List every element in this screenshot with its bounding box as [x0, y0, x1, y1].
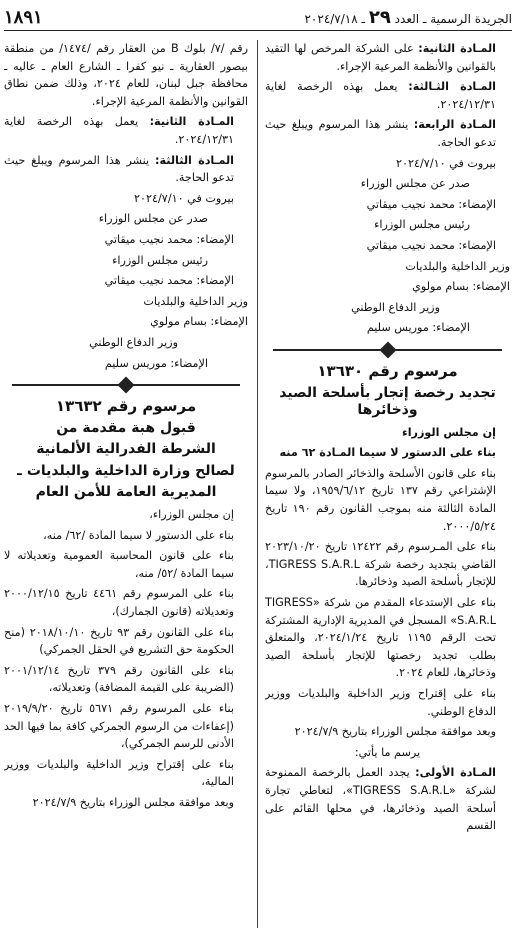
basis-paragraph: بناء على القانون رقم ٣٧٩ تاريخ ٢٠٠١/١٢/١٤ (الضريبة على القيمة المضافة) وتعديلاته،: [4, 663, 234, 695]
decree-title: مرسوم رقم ١٣٦٣٠: [317, 361, 458, 380]
signature-line: الإمضاء: بسام مولوي: [150, 315, 248, 329]
article-text: على الشركة المرخص لها التقيد بالقوانين والأنظمة المرعية الإجراء.: [265, 42, 496, 73]
page-header: [4, 4, 512, 31]
council-line: إن مجلس الوزراء: [401, 425, 496, 439]
article-text: ينشر هذا المرسوم ويبلغ حيث تدعو الحاجة.: [4, 153, 234, 185]
continued-paragraph: رقم /٧/ بلوك B من العقار رقم /١٤٧٤/ من منطقة بيصور العقارية ـ نيو كفرا ـ الشارع العام ـ عاليه ـ محافظة جبل لبنان، للعام ٢٠٢٤، وذلك ضمن نطاق القوانين والأنظمة المرعية الإجراء.: [4, 42, 248, 108]
basis-paragraph: بناء على الدستور لا سيما المادة /٦٢/ منه،: [43, 528, 234, 542]
article-text: ينشر هذا المرسوم ويبلغ حيث تدعو الحاجة.: [265, 118, 496, 149]
article-1: [265, 764, 510, 834]
place-date: بيروت في ٢٠٢٤/٧/١٠: [134, 191, 234, 205]
article-2: [265, 40, 510, 75]
article-label: المـادة الأولى:: [415, 766, 496, 780]
article-text: يعمل بهذه الرخصة لغاية ٢٠٢٤/١٢/٣١.: [4, 115, 234, 146]
separator-ornament: [12, 378, 240, 392]
article-3: [265, 78, 510, 113]
article-text: يعمل بهذه الرخصة لغاية ٢٠٢٤/١٢/٣١.: [265, 80, 496, 111]
basis-paragraph: وبعد موافقة مجلس الوزراء بتاريخ ٢٠٢٤/٧/٩: [32, 795, 234, 809]
basis-paragraph: بناء على القانون رقم ٩٣ تاريخ ٢٠١٨/١٠/١٠ (منح الحكومة حق التشريع في الحقل الجمركي): [4, 625, 235, 657]
signature-line: وزير الداخلية والبلديات: [405, 259, 510, 273]
signature-line: وزير الدفاع الوطني: [351, 300, 440, 314]
decree-title: مرسوم رقم ١٣٦٣٢: [55, 397, 197, 416]
signature-line: صدر عن مجلس الوزراء: [98, 212, 208, 226]
basis-paragraph: بناء على الإستدعاء المقدم من شركة «TIGRESS S.A.R.L» المسجل في المديرية الإدارية المشتركة تحت الرقم ١١٩٥ تاريخ ٢٠٢٤/١/٢٤، والمتعلق بطلب تجديد رخصتها للإتجار بأسلحة الصيد وذخائرها، للعام ٢٠٢٤.: [265, 596, 496, 680]
article-label: المـادة الثانية:: [418, 42, 496, 55]
gazette-name: الجريدة الرسمية ـ العدد: [394, 11, 512, 26]
issue-date: ـ ٢٠٢٤/٧/١٨: [304, 11, 366, 26]
signature-line: الإمضاء: محمد نجيب ميقاتي: [104, 274, 234, 288]
decree-subject: الشرطة الفدرالية الألمانية: [36, 441, 216, 458]
signature-line: وزير الدفاع الوطني: [89, 335, 178, 349]
article-label: المـادة الثانية:: [149, 115, 235, 129]
place-date: بيروت في ٢٠٢٤/٧/١٠: [396, 156, 496, 170]
decree-subject: المديرية العامة للأمن العام: [35, 484, 217, 501]
signature-line: رئيس مجلس الوزراء: [374, 218, 470, 232]
article-label: المـادة الثـالثة:: [408, 80, 496, 94]
basis-paragraph: بناء على إقتراح وزير الداخلية والبلديات ووزير المالية،: [4, 757, 234, 789]
basis-paragraph: بناء على قانون المحاسبة العمومية وتعديلاته لا سيما المادة /٥٢/ منه،: [4, 549, 234, 580]
basis-paragraph: بناء على إقتراح وزير الداخلية والبلديات ووزير الدفاع الوطني.: [265, 687, 496, 718]
decree-subject: قبول هبة مقدمة من: [56, 419, 196, 436]
signature-line: الإمضاء: محمد نجيب ميقاتي: [104, 232, 234, 246]
signature-line: الإمضاء: موريس سليم: [366, 321, 470, 335]
signature-line: رئيس مجلس الوزراء: [112, 253, 208, 267]
basis-paragraph: بناء على المرسوم رقم ٥٦٧١ تاريخ ٢٠١٩/٩/٢٠ (إعفاءات من الرسوم الجمركي كافة بما فيها الحد الأدنى للرسم الجمركي)،: [4, 702, 235, 751]
separator-ornament: [273, 343, 502, 357]
basis-paragraph: بناء على قانون الأسلحة والذخائر الصادر بالمرسوم الإشتراعي رقم ١٣٧ تاريخ ١٩٥٩/٦/١٢، ولا سيما المادة الثالثة منه بموجب القانون رقم ١٩٠ تاريخ ٢٠٠٠/٥/٢٤.: [265, 466, 497, 533]
basis-paragraph: بناء على المرسوم رقم ٤٤٦١ تاريخ ٢٠٠٠/١٢/١٥ وتعديلاته (قانون الجمارك)،: [4, 587, 234, 619]
signature-line: وزير الداخلية والبلديات: [143, 294, 248, 308]
signature-line: الإمضاء: موريس سليم: [104, 356, 208, 370]
article-3: [4, 152, 248, 187]
council-line: إن مجلس الوزراء،: [149, 508, 234, 522]
page-number: ١٨٩١: [4, 6, 43, 28]
left-column: [4, 40, 248, 930]
basis-paragraph: بناء على الدستور لا سيما المـادة ٦٢ منه: [279, 446, 496, 460]
signature-line: الإمضاء: محمد نجيب ميقاتي: [366, 197, 496, 211]
signature-line: الإمضاء: محمد نجيب ميقاتي: [366, 238, 496, 252]
article-label: المـادة الثالثة:: [155, 153, 234, 167]
column-divider: [257, 40, 258, 928]
article-label: المـادة الرابعة:: [413, 118, 496, 132]
gazette-title: [304, 7, 512, 28]
decree-subject: تجديد رخصة إتجار بأسلحة الصيد وذخائرها: [279, 384, 496, 419]
decrees-line: يرسم ما يأتي:: [354, 745, 421, 759]
article-text: يجدد العمل بالرخصة الممنوحة لشركة «TIGRESS S.A.R.L»، لتعاطي تجارة أسلحة الصيد وذخائرها، في محلها القائم على القسم: [265, 766, 496, 833]
article-2: [4, 113, 248, 148]
basis-paragraph: بناء على المـرسوم رقم ١٢٤٢٢ تاريخ ٢٠٢٣/١٠/٢٠ القاضي بتجديد رخصة شركة TIGRESS S.A.R.L، للإتجار بأسلحة الصيد وذخائرها.: [265, 540, 496, 589]
right-column: [265, 40, 510, 930]
issue-number: ٢٩: [368, 6, 391, 28]
decree-subject: لصالح وزارة الداخلية والبلديات ـ: [17, 462, 235, 479]
signature-line: الإمضاء: بسام مولوي: [412, 280, 510, 294]
article-4: [265, 116, 510, 151]
basis-paragraph: وبعد موافقة مجلس الوزراء بتاريخ ٢٠٢٤/٧/٩: [294, 725, 496, 739]
signature-line: صدر عن مجلس الوزراء: [360, 177, 470, 191]
